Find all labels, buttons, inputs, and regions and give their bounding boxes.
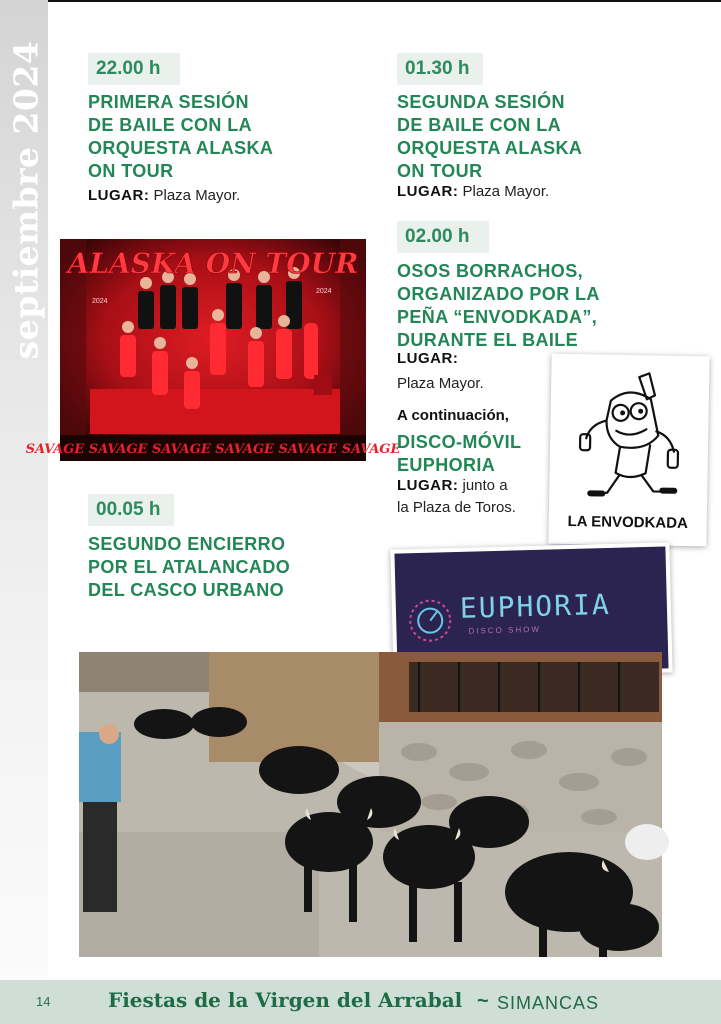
- euphoria-logo-text: EUPHORIA: [459, 587, 612, 625]
- disco-title-line: DISCO-MÓVIL: [397, 432, 522, 452]
- alaska-poster-title: ALASKA ON TOUR: [67, 247, 359, 280]
- event2-title-line: ORQUESTA ALASKA: [397, 138, 583, 158]
- event1-title-line: ORQUESTA ALASKA: [88, 138, 274, 158]
- event4-continuation: A continuación,: [397, 407, 509, 424]
- event2-title-line: ON TOUR: [397, 161, 483, 181]
- event1-title-line: PRIMERA SESIÓN: [88, 92, 249, 112]
- event1-place: [88, 185, 240, 207]
- event3-title-line: SEGUNDO ENCIERRO: [88, 534, 286, 554]
- euphoria-logo-sub: DISCO SHOW: [468, 624, 542, 636]
- event4-title-line: DURANTE EL BAILE: [397, 330, 579, 350]
- event2-title-line: SEGUNDA SESIÓN: [397, 92, 565, 112]
- page-number: 14: [36, 994, 51, 1009]
- footer: [0, 980, 721, 1024]
- encierro-photo: [79, 652, 662, 957]
- disco-title-line: EUPHORIA: [397, 455, 496, 475]
- event4-title: [397, 260, 600, 352]
- alaska-poster: [25, 239, 401, 461]
- event2-place: [397, 181, 549, 203]
- event1-place-value: Plaza Mayor.: [153, 187, 241, 204]
- event4-place-value: Plaza Mayor.: [397, 375, 484, 392]
- sidebar-date: [6, 30, 46, 370]
- event2-place-value: Plaza Mayor.: [462, 183, 550, 200]
- event4-title-line: OSOS BORRACHOS,: [397, 261, 584, 281]
- alaska-poster-strip: SAVAGE SAVAGE SAVAGE SAVAGE SAVAGE SAVAGE: [25, 442, 401, 457]
- disco-place-value-1: junto a: [462, 477, 508, 494]
- event1-place-label: LUGAR:: [88, 187, 150, 204]
- disco-place-label: LUGAR:: [397, 477, 459, 494]
- footer-town: SIMANCAS: [497, 993, 600, 1013]
- envodkada-mascot-icon: [548, 354, 709, 547]
- event2-title: [397, 91, 582, 183]
- event2-place-label: LUGAR:: [397, 183, 459, 200]
- top-border: [0, 0, 721, 2]
- alaska-poster-year-left: 2024: [92, 298, 108, 305]
- event4-time: 02.00 h: [397, 221, 489, 253]
- event2-title-line: DE BAILE CON LA: [397, 115, 562, 135]
- sidebar: [0, 0, 48, 980]
- event2-time: 01.30 h: [397, 53, 483, 85]
- disco-title: [397, 431, 521, 477]
- event4-place-label: LUGAR:: [397, 350, 459, 367]
- envodkada-logo-text: LA ENVODKADA: [567, 512, 689, 533]
- event1-title-line: DE BAILE CON LA: [88, 115, 253, 135]
- alaska-poster-art: [25, 239, 401, 461]
- event4-title-line: PEÑA “ENVODKADA”,: [397, 307, 598, 327]
- encierro-photo-art: [79, 652, 662, 957]
- footer-separator: ~: [477, 990, 489, 1012]
- event3-title: [88, 533, 290, 602]
- disco-place-value-2: la Plaza de Toros.: [397, 499, 516, 516]
- event1-title-line: ON TOUR: [88, 161, 174, 181]
- event3-time: 00.05 h: [88, 494, 174, 526]
- alaska-poster-year-right: 2024: [316, 288, 332, 295]
- footer-title: Fiestas de la Virgen del Arrabal: [108, 988, 463, 1012]
- event3-title-line: POR EL ATALANCADO: [88, 557, 291, 577]
- event1-time: 22.00 h: [88, 53, 180, 85]
- sidebar-date-text: septiembre 2024: [6, 40, 46, 360]
- event3-title-line: DEL CASCO URBANO: [88, 580, 285, 600]
- event1-title: [88, 91, 273, 183]
- envodkada-logo: [548, 354, 709, 547]
- event4-title-line: ORGANIZADO POR LA: [397, 284, 600, 304]
- event4-place-label-row: [397, 348, 458, 370]
- disco-place-row1: [397, 475, 508, 497]
